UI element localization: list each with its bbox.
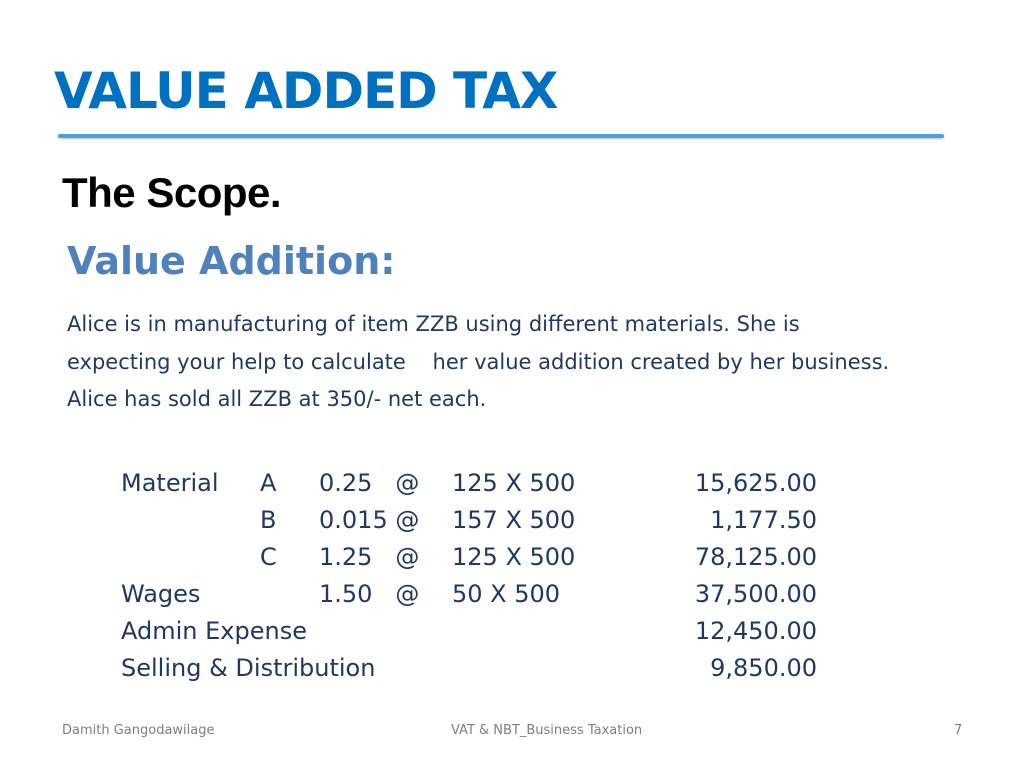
section-heading: Value Addition: xyxy=(67,239,396,283)
row-rate: 0.015 @ xyxy=(319,506,420,534)
cost-table xyxy=(121,469,841,691)
paragraph-line: expecting your help to calculate her value addition created by her business. xyxy=(67,349,890,374)
row-rate: 0.25 @ xyxy=(319,469,420,497)
slide-title: VALUE ADDED TAX xyxy=(54,62,558,120)
row-amount: 78,125.00 xyxy=(694,543,817,571)
row-code: C xyxy=(260,543,277,571)
row-code: B xyxy=(260,506,277,534)
row-calc: 50 X 500 xyxy=(452,580,561,608)
row-code: A xyxy=(260,469,277,497)
row-label: Selling & Distribution xyxy=(121,654,376,682)
table-row xyxy=(121,580,841,617)
table-row xyxy=(121,469,841,506)
row-rate: 1.25 @ xyxy=(319,543,420,571)
row-amount: 1,177.50 xyxy=(710,506,817,534)
row-label: Material xyxy=(121,469,219,497)
footer-page-number: 7 xyxy=(954,723,963,738)
title-underline xyxy=(58,134,944,138)
row-amount: 37,500.00 xyxy=(694,580,817,608)
footer-course: VAT & NBT_Business Taxation xyxy=(451,723,643,738)
row-label: Admin Expense xyxy=(121,617,307,645)
row-amount: 9,850.00 xyxy=(710,654,817,682)
table-row xyxy=(121,617,841,654)
row-label: Wages xyxy=(121,580,201,608)
table-row xyxy=(121,543,841,580)
table-row xyxy=(121,506,841,543)
slide-subtitle: The Scope. xyxy=(62,169,282,216)
row-amount: 15,625.00 xyxy=(694,469,817,497)
problem-paragraph xyxy=(67,306,967,419)
row-calc: 157 X 500 xyxy=(452,506,576,534)
row-calc: 125 X 500 xyxy=(452,469,576,497)
row-amount: 12,450.00 xyxy=(694,617,817,645)
footer-author: Damith Gangodawilage xyxy=(62,723,215,738)
paragraph-line: Alice is in manufacturing of item ZZB using different materials. She is xyxy=(67,312,800,336)
paragraph-line: Alice has sold all ZZB at 350/- net each. xyxy=(67,387,487,411)
row-calc: 125 X 500 xyxy=(452,543,576,571)
row-rate: 1.50 @ xyxy=(319,580,420,608)
table-row xyxy=(121,654,841,691)
